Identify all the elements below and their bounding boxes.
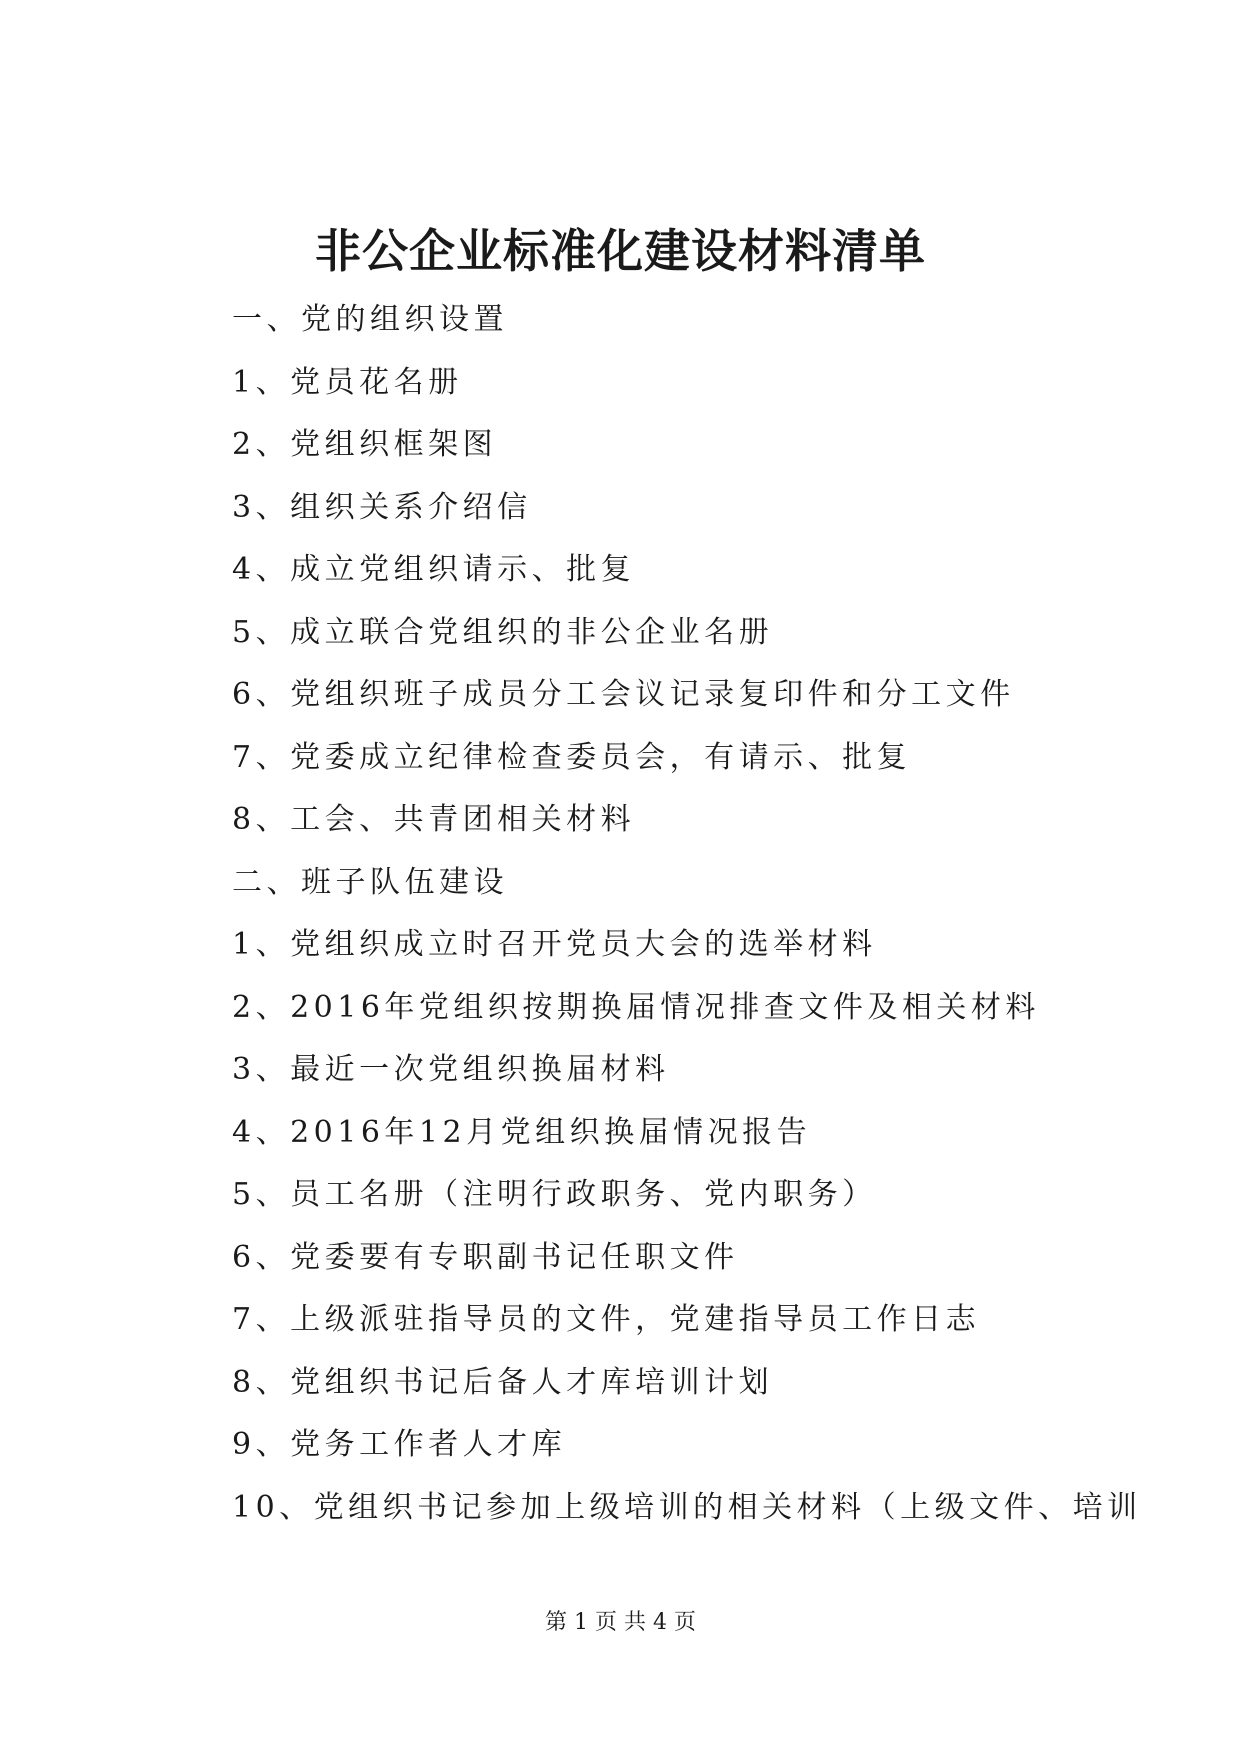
list-item: 1、党组织成立时召开党员大会的选举材料 [232,927,877,962]
list-item: 10、党组织书记参加上级培训的相关材料（上级文件、培训 [232,1489,1142,1525]
list-item: 7、党委成立纪律检查委员会，有请示、批复 [232,739,912,775]
list-item: 8、党组织书记后备人才库培训计划 [232,1364,774,1400]
list-item: 9、党务工作者人才库 [232,1427,567,1462]
list-item: 6、党委要有专职副书记任职文件 [232,1239,739,1275]
list-item: 3、最近一次党组织换届材料 [232,1052,670,1087]
list-item: 8、工会、共青团相关材料 [232,802,636,837]
list-item: 4、成立党组织请示、批复 [232,552,636,587]
list-item: 2、2016年党组织按期换届情况排查文件及相关材料 [232,989,1040,1025]
page-title: 非公企业标准化建设材料清单 [315,224,926,278]
list-item: 2、党组织框架图 [232,427,498,462]
page-number-footer: 第 1 页 共 4 页 [545,1610,696,1635]
list-item: 4、2016年12月党组织换届情况报告 [232,1114,812,1150]
list-item: 7、上级派驻指导员的文件，党建指导员工作日志 [232,1302,981,1337]
section-heading-2: 二、班子队伍建设 [232,864,508,900]
document-body [232,292,1142,1542]
list-item: 5、员工名册（注明行政职务、党内职务） [232,1177,877,1212]
list-item: 3、组织关系介绍信 [232,489,532,525]
list-item: 6、党组织班子成员分工会议记录复印件和分工文件 [232,677,1015,712]
list-item: 1、党员花名册 [232,364,463,400]
list-item: 5、成立联合党组织的非公企业名册 [232,614,774,650]
section-heading-1: 一、党的组织设置 [232,302,508,337]
